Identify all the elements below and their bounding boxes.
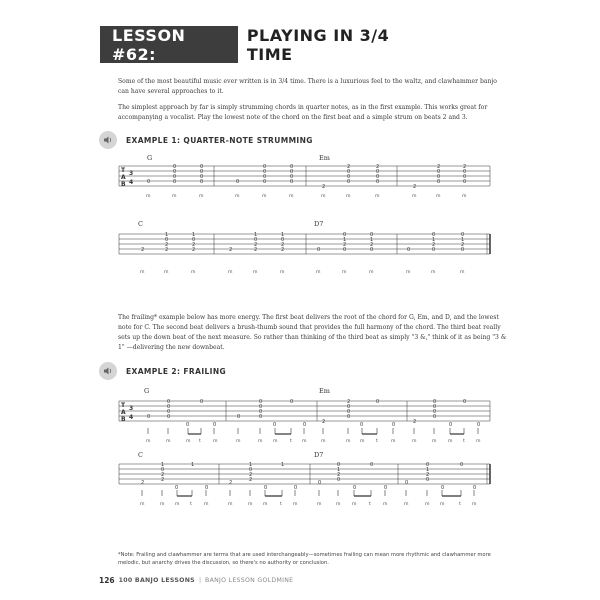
svg-text:0: 0 bbox=[175, 485, 179, 491]
svg-text:0: 0 bbox=[384, 485, 388, 491]
svg-text:2: 2 bbox=[165, 247, 169, 253]
svg-text:m: m bbox=[360, 439, 365, 444]
svg-text:t: t bbox=[190, 502, 192, 507]
svg-text:0: 0 bbox=[200, 399, 204, 405]
svg-text:2: 2 bbox=[249, 472, 253, 478]
chord-g: G bbox=[147, 154, 153, 162]
svg-text:0: 0 bbox=[461, 232, 465, 238]
svg-text:0: 0 bbox=[200, 169, 204, 175]
svg-text:0: 0 bbox=[200, 179, 204, 185]
svg-text:0: 0 bbox=[463, 174, 467, 180]
svg-text:2: 2 bbox=[281, 242, 285, 248]
svg-text:2: 2 bbox=[165, 242, 169, 248]
svg-text:m: m bbox=[440, 502, 445, 507]
svg-text:0: 0 bbox=[473, 485, 477, 491]
svg-text:m: m bbox=[342, 270, 347, 275]
svg-text:1: 1 bbox=[432, 237, 436, 243]
svg-text:0: 0 bbox=[463, 179, 467, 185]
svg-text:0: 0 bbox=[370, 232, 374, 238]
svg-text:0: 0 bbox=[433, 414, 437, 420]
svg-text:0: 0 bbox=[460, 462, 464, 468]
svg-text:0: 0 bbox=[290, 169, 294, 175]
svg-text:0: 0 bbox=[147, 179, 151, 185]
svg-text:m: m bbox=[293, 502, 298, 507]
chord-em: Em bbox=[319, 387, 330, 395]
svg-text:m: m bbox=[172, 194, 177, 199]
svg-text:m: m bbox=[404, 502, 409, 507]
svg-text:2: 2 bbox=[229, 480, 233, 486]
svg-text:2: 2 bbox=[426, 472, 430, 478]
svg-text:1: 1 bbox=[192, 232, 196, 238]
svg-text:m: m bbox=[166, 439, 171, 444]
svg-text:2: 2 bbox=[343, 242, 347, 248]
example-1-label: EXAMPLE 1: QUARTER-NOTE STRUMMING bbox=[126, 135, 313, 145]
svg-text:0: 0 bbox=[237, 414, 241, 420]
svg-text:0: 0 bbox=[433, 409, 437, 415]
svg-text:2: 2 bbox=[461, 242, 465, 248]
svg-text:m: m bbox=[321, 439, 326, 444]
svg-text:m: m bbox=[213, 439, 218, 444]
svg-text:0: 0 bbox=[426, 477, 430, 483]
svg-text:m: m bbox=[375, 194, 380, 199]
svg-text:0: 0 bbox=[449, 422, 453, 428]
svg-text:m: m bbox=[476, 439, 481, 444]
svg-text:m: m bbox=[406, 270, 411, 275]
svg-text:m: m bbox=[472, 502, 477, 507]
svg-text:1: 1 bbox=[281, 462, 285, 468]
svg-text:m: m bbox=[273, 439, 278, 444]
svg-text:m: m bbox=[346, 439, 351, 444]
svg-text:0: 0 bbox=[347, 169, 351, 175]
svg-text:m: m bbox=[164, 270, 169, 275]
svg-text:0: 0 bbox=[432, 247, 436, 253]
svg-text:2: 2 bbox=[322, 184, 326, 190]
chord-em: Em bbox=[319, 154, 330, 162]
svg-text:1: 1 bbox=[461, 237, 465, 243]
svg-text:0: 0 bbox=[205, 485, 209, 491]
svg-text:1: 1 bbox=[281, 232, 285, 238]
svg-text:0: 0 bbox=[318, 480, 322, 486]
footer-separator: | bbox=[198, 577, 202, 584]
svg-text:m: m bbox=[191, 270, 196, 275]
svg-text:m: m bbox=[460, 270, 465, 275]
svg-text:2: 2 bbox=[413, 419, 417, 425]
tab-letter-t: T bbox=[121, 402, 126, 409]
svg-text:0: 0 bbox=[167, 399, 171, 405]
svg-text:0: 0 bbox=[303, 422, 307, 428]
svg-text:m: m bbox=[316, 270, 321, 275]
svg-text:m: m bbox=[289, 194, 294, 199]
svg-text:0: 0 bbox=[347, 414, 351, 420]
svg-text:m: m bbox=[253, 270, 258, 275]
svg-text:m: m bbox=[346, 194, 351, 199]
svg-text:0: 0 bbox=[254, 237, 258, 243]
svg-text:2: 2 bbox=[192, 247, 196, 253]
tab-letter-a: A bbox=[121, 174, 126, 181]
svg-text:m: m bbox=[352, 502, 357, 507]
svg-text:0: 0 bbox=[290, 179, 294, 185]
svg-text:0: 0 bbox=[290, 164, 294, 170]
svg-text:2: 2 bbox=[141, 247, 145, 253]
svg-text:m: m bbox=[146, 194, 151, 199]
svg-text:m: m bbox=[431, 270, 436, 275]
tab-letter-t: T bbox=[121, 167, 126, 174]
svg-text:0: 0 bbox=[264, 485, 268, 491]
svg-text:2: 2 bbox=[376, 164, 380, 170]
svg-text:m: m bbox=[146, 439, 151, 444]
time-sig-bottom: 4 bbox=[129, 179, 134, 186]
example-2-label: EXAMPLE 2: FRAILING bbox=[126, 366, 227, 376]
svg-text:0: 0 bbox=[405, 480, 409, 486]
svg-text:m: m bbox=[391, 439, 396, 444]
svg-text:2: 2 bbox=[347, 399, 351, 405]
svg-text:2: 2 bbox=[413, 184, 417, 190]
svg-text:0: 0 bbox=[347, 179, 351, 185]
time-sig-top: 3 bbox=[129, 405, 134, 412]
svg-text:0: 0 bbox=[290, 399, 294, 405]
svg-text:t: t bbox=[290, 439, 292, 444]
svg-text:0: 0 bbox=[167, 414, 171, 420]
svg-text:0: 0 bbox=[186, 422, 190, 428]
svg-text:0: 0 bbox=[161, 467, 165, 473]
svg-text:0: 0 bbox=[433, 404, 437, 410]
svg-text:m: m bbox=[248, 502, 253, 507]
svg-text:m: m bbox=[412, 439, 417, 444]
svg-text:0: 0 bbox=[259, 414, 263, 420]
intro-paragraph-1: Some of the most beautiful music ever written is in 3/4 time. There is a luxurious feel to the waltz, and clawhammer banjo can have several approaches to it. bbox=[118, 78, 497, 95]
svg-text:1: 1 bbox=[337, 467, 341, 473]
svg-text:m: m bbox=[336, 502, 341, 507]
svg-text:0: 0 bbox=[337, 462, 341, 468]
svg-text:1: 1 bbox=[165, 232, 169, 238]
svg-text:0: 0 bbox=[200, 174, 204, 180]
svg-text:0: 0 bbox=[407, 247, 411, 253]
svg-text:2: 2 bbox=[254, 242, 258, 248]
svg-text:m: m bbox=[236, 439, 241, 444]
svg-text:0: 0 bbox=[263, 164, 267, 170]
svg-text:0: 0 bbox=[437, 174, 441, 180]
svg-text:2: 2 bbox=[337, 472, 341, 478]
svg-text:0: 0 bbox=[441, 485, 445, 491]
svg-text:0: 0 bbox=[370, 247, 374, 253]
svg-text:m: m bbox=[262, 194, 267, 199]
svg-text:t: t bbox=[280, 502, 282, 507]
svg-text:0: 0 bbox=[167, 404, 171, 410]
svg-text:0: 0 bbox=[263, 174, 267, 180]
svg-text:m: m bbox=[321, 194, 326, 199]
svg-text:1: 1 bbox=[370, 237, 374, 243]
time-sig-bottom: 4 bbox=[129, 414, 134, 421]
svg-text:0: 0 bbox=[376, 169, 380, 175]
chord-c: C bbox=[138, 451, 143, 459]
svg-text:m: m bbox=[258, 439, 263, 444]
svg-text:1: 1 bbox=[249, 462, 253, 468]
svg-text:2: 2 bbox=[322, 419, 326, 425]
svg-text:0: 0 bbox=[173, 179, 177, 185]
svg-text:t: t bbox=[369, 502, 371, 507]
svg-text:0: 0 bbox=[433, 399, 437, 405]
svg-text:m: m bbox=[436, 194, 441, 199]
svg-text:2: 2 bbox=[229, 247, 233, 253]
svg-text:1: 1 bbox=[254, 232, 258, 238]
svg-text:0: 0 bbox=[290, 174, 294, 180]
svg-text:0: 0 bbox=[353, 485, 357, 491]
svg-text:t: t bbox=[376, 439, 378, 444]
lesson-topic: PLAYING IN 3/4 TIME bbox=[246, 25, 390, 64]
svg-text:2: 2 bbox=[192, 242, 196, 248]
svg-text:0: 0 bbox=[192, 237, 196, 243]
page-footer bbox=[99, 576, 293, 585]
svg-text:2: 2 bbox=[370, 242, 374, 248]
intro-paragraph-2: The simplest approach by far is simply strumming chords in quarter notes, as in the first example. This works great for accompanying a vocalist. Play the lowest note of the chord on the first beat and a simple strum on beats 2 and 3. bbox=[118, 104, 488, 121]
svg-text:0: 0 bbox=[249, 467, 253, 473]
svg-text:0: 0 bbox=[432, 232, 436, 238]
svg-text:0: 0 bbox=[347, 174, 351, 180]
book-title: 100 BANJO LESSONS bbox=[118, 577, 195, 584]
svg-text:0: 0 bbox=[263, 169, 267, 175]
svg-text:0: 0 bbox=[167, 409, 171, 415]
tab-letter-a: A bbox=[121, 409, 126, 416]
svg-text:t: t bbox=[199, 439, 201, 444]
svg-text:2: 2 bbox=[281, 247, 285, 253]
svg-text:m: m bbox=[263, 502, 268, 507]
chord-c: C bbox=[138, 220, 143, 228]
svg-text:0: 0 bbox=[463, 169, 467, 175]
svg-text:m: m bbox=[199, 194, 204, 199]
svg-text:1: 1 bbox=[191, 462, 195, 468]
svg-text:2: 2 bbox=[347, 164, 351, 170]
svg-text:0: 0 bbox=[376, 179, 380, 185]
svg-text:0: 0 bbox=[200, 164, 204, 170]
svg-text:m: m bbox=[235, 194, 240, 199]
svg-text:m: m bbox=[383, 502, 388, 507]
svg-text:m: m bbox=[448, 439, 453, 444]
svg-text:0: 0 bbox=[477, 422, 481, 428]
svg-text:0: 0 bbox=[426, 462, 430, 468]
svg-text:1: 1 bbox=[161, 462, 165, 468]
time-sig-top: 3 bbox=[129, 170, 134, 177]
chord-g: G bbox=[144, 387, 150, 395]
svg-text:m: m bbox=[228, 502, 233, 507]
svg-text:m: m bbox=[140, 270, 145, 275]
svg-text:0: 0 bbox=[273, 422, 277, 428]
svg-text:2: 2 bbox=[161, 477, 165, 483]
svg-text:0: 0 bbox=[392, 422, 396, 428]
svg-text:0: 0 bbox=[437, 169, 441, 175]
lesson-number: LESSON #62: bbox=[100, 26, 238, 63]
svg-text:0: 0 bbox=[376, 174, 380, 180]
svg-text:0: 0 bbox=[337, 477, 341, 483]
tab-letter-b: B bbox=[121, 416, 126, 423]
svg-text:0: 0 bbox=[147, 414, 151, 420]
svg-text:0: 0 bbox=[317, 247, 321, 253]
svg-text:0: 0 bbox=[461, 247, 465, 253]
svg-text:m: m bbox=[412, 194, 417, 199]
svg-text:0: 0 bbox=[347, 404, 351, 410]
svg-text:2: 2 bbox=[432, 242, 436, 248]
svg-text:0: 0 bbox=[347, 409, 351, 415]
svg-text:2: 2 bbox=[437, 164, 441, 170]
svg-text:0: 0 bbox=[259, 399, 263, 405]
svg-text:0: 0 bbox=[259, 409, 263, 415]
svg-text:m: m bbox=[160, 502, 165, 507]
svg-text:0: 0 bbox=[173, 164, 177, 170]
svg-text:2: 2 bbox=[249, 477, 253, 483]
svg-text:m: m bbox=[317, 502, 322, 507]
svg-text:1: 1 bbox=[426, 467, 430, 473]
svg-text:0: 0 bbox=[259, 404, 263, 410]
svg-text:2: 2 bbox=[161, 472, 165, 478]
svg-text:0: 0 bbox=[370, 462, 374, 468]
svg-text:0: 0 bbox=[343, 232, 347, 238]
middle-paragraph: The frailing* example below has more energy. The first beat delivers the root of the chord for G, Em, and D, and the lowest note for C. The second beat delivers a brush-thumb sound that provides the full harmony of the chord. The third beat really sets up the down beat of the next measure. So rather than thinking of the third beat as simply "3 &," think of it as being "3 & 1" —delivering the new downbeat. bbox=[118, 314, 507, 351]
svg-text:m: m bbox=[462, 194, 467, 199]
svg-text:0: 0 bbox=[376, 399, 380, 405]
svg-text:t: t bbox=[459, 502, 461, 507]
svg-text:m: m bbox=[302, 439, 307, 444]
svg-text:0: 0 bbox=[236, 179, 240, 185]
svg-text:0: 0 bbox=[360, 422, 364, 428]
svg-text:0: 0 bbox=[263, 179, 267, 185]
svg-text:m: m bbox=[432, 439, 437, 444]
chord-d7: D7 bbox=[314, 220, 324, 228]
svg-text:m: m bbox=[228, 270, 233, 275]
svg-text:m: m bbox=[425, 502, 430, 507]
svg-text:m: m bbox=[175, 502, 180, 507]
tab-letter-b: B bbox=[121, 181, 126, 188]
svg-text:m: m bbox=[204, 502, 209, 507]
series-title: BANJO LESSON GOLDMINE bbox=[205, 577, 294, 584]
svg-text:2: 2 bbox=[254, 247, 258, 253]
svg-text:0: 0 bbox=[173, 174, 177, 180]
svg-text:0: 0 bbox=[463, 399, 467, 405]
svg-text:0: 0 bbox=[213, 422, 217, 428]
svg-text:0: 0 bbox=[294, 485, 298, 491]
svg-text:m: m bbox=[280, 270, 285, 275]
svg-text:1: 1 bbox=[343, 237, 347, 243]
svg-text:t: t bbox=[463, 439, 465, 444]
svg-text:2: 2 bbox=[463, 164, 467, 170]
svg-text:0: 0 bbox=[165, 237, 169, 243]
svg-text:2: 2 bbox=[141, 480, 145, 486]
page-number: 126 bbox=[99, 576, 115, 585]
footnote: *Note: Frailing and clawhammer are terms that are used interchangeably—sometimes frailing can mean more rhythmic and clawhammer more melodic, but anarchy drives the discussion, so there's no authority or conclusion. bbox=[118, 552, 491, 566]
chord-d7: D7 bbox=[314, 451, 324, 459]
svg-text:0: 0 bbox=[281, 237, 285, 243]
svg-text:m: m bbox=[140, 502, 145, 507]
svg-text:m: m bbox=[186, 439, 191, 444]
svg-text:0: 0 bbox=[173, 169, 177, 175]
svg-text:0: 0 bbox=[437, 179, 441, 185]
svg-text:0: 0 bbox=[343, 247, 347, 253]
svg-text:m: m bbox=[369, 270, 374, 275]
